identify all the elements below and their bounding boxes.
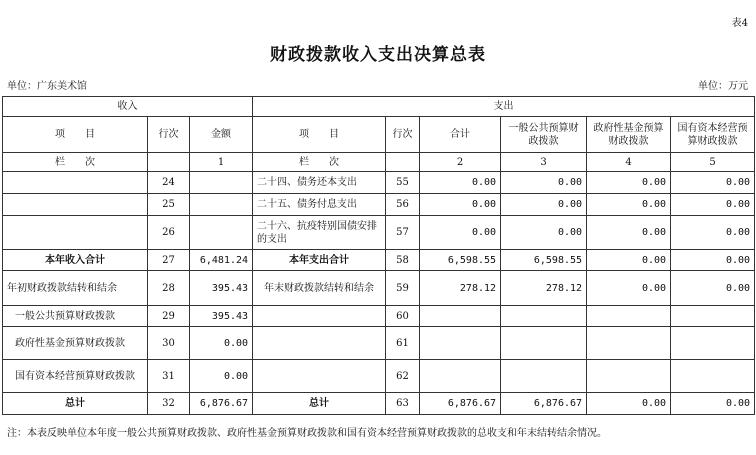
income-row-no: 32 — [148, 393, 190, 415]
income-row-no: 30 — [148, 327, 190, 360]
expense-total — [420, 360, 501, 393]
expense-fund: 0.00 — [587, 194, 671, 216]
expense-fund: 0.00 — [587, 216, 671, 250]
expense-general — [501, 306, 587, 327]
column-index-blank-right — [386, 153, 420, 172]
expense-general: 0.00 — [501, 172, 587, 194]
reporting-unit: 单位：广东美术馆 — [7, 81, 87, 92]
income-item — [3, 194, 148, 216]
table-row — [3, 172, 755, 194]
expense-row-no: 63 — [386, 393, 420, 415]
expense-fund: 0.00 — [587, 271, 671, 306]
income-row-no-header: 行次 — [148, 117, 190, 153]
income-amount — [190, 194, 253, 216]
expense-fund: 0.00 — [587, 393, 671, 415]
total-header: 合计 — [420, 117, 501, 153]
income-row-no: 28 — [148, 271, 190, 306]
general-budget-header: 一般公共预算财政拨款 — [501, 117, 587, 153]
column-index-4: 4 — [587, 153, 671, 172]
expense-total — [420, 306, 501, 327]
income-amount: 6,876.67 — [190, 393, 253, 415]
gov-fund-header: 政府性基金预算财政拨款 — [587, 117, 671, 153]
expense-item — [253, 360, 386, 393]
column-header-row — [3, 117, 755, 153]
table-number: 表4 — [731, 18, 748, 29]
column-index-3: 3 — [501, 153, 587, 172]
column-index-5: 5 — [671, 153, 755, 172]
expense-row-no: 62 — [386, 360, 420, 393]
expense-row-no: 60 — [386, 306, 420, 327]
page-title: 财政拨款收入支出决算总表 — [270, 45, 486, 65]
expense-general — [501, 360, 587, 393]
income-item: 政府性基金预算财政拨款 — [3, 327, 148, 360]
income-item: 总计 — [3, 393, 148, 415]
table-row — [3, 194, 755, 216]
expense-group-header: 支出 — [253, 97, 755, 117]
income-item: 一般公共预算财政拨款 — [3, 306, 148, 327]
table-row — [3, 327, 755, 360]
expense-item: 二十六、抗疫特别国债安排的支出 — [253, 216, 386, 250]
expense-capital — [671, 327, 755, 360]
expense-row-no: 58 — [386, 250, 420, 271]
column-index-row — [3, 153, 755, 172]
state-capital-header: 国有资本经营预算财政拨款 — [671, 117, 755, 153]
column-index-label-left: 栏 次 — [3, 153, 148, 172]
expense-total: 0.00 — [420, 216, 501, 250]
expense-total — [420, 327, 501, 360]
income-amount — [190, 216, 253, 250]
expense-fund — [587, 327, 671, 360]
column-index-label-right: 栏 次 — [253, 153, 386, 172]
expense-total: 0.00 — [420, 194, 501, 216]
income-row-no: 25 — [148, 194, 190, 216]
expense-capital: 0.00 — [671, 194, 755, 216]
expense-total: 6,598.55 — [420, 250, 501, 271]
income-row-no: 27 — [148, 250, 190, 271]
table-row — [3, 250, 755, 271]
currency-unit: 单位：万元 — [698, 81, 748, 92]
expense-capital: 0.00 — [671, 271, 755, 306]
income-row-no: 31 — [148, 360, 190, 393]
table-row — [3, 393, 755, 415]
expense-capital — [671, 360, 755, 393]
income-row-no: 24 — [148, 172, 190, 194]
expense-item — [253, 327, 386, 360]
expense-item: 总计 — [253, 393, 386, 415]
expense-item: 二十五、债务付息支出 — [253, 194, 386, 216]
income-amount: 395.43 — [190, 306, 253, 327]
expense-row-no: 57 — [386, 216, 420, 250]
expense-capital: 0.00 — [671, 216, 755, 250]
income-item — [3, 216, 148, 250]
expense-total: 6,876.67 — [420, 393, 501, 415]
income-amount-header: 金额 — [190, 117, 253, 153]
group-header-row — [3, 97, 755, 117]
table-row — [3, 306, 755, 327]
expense-general: 6,876.67 — [501, 393, 587, 415]
income-amount: 395.43 — [190, 271, 253, 306]
income-amount: 0.00 — [190, 327, 253, 360]
footnote: 注：本表反映单位本年度一般公共预算财政拨款、政府性基金预算财政拨款和国有资本经营预算财政拨款的总收支和年末结转结余情况。 — [7, 428, 607, 439]
column-index-2: 2 — [420, 153, 501, 172]
income-amount — [190, 172, 253, 194]
expense-item-header: 项 目 — [253, 117, 386, 153]
income-item: 年初财政拨款结转和结余 — [3, 271, 148, 306]
column-index-blank — [148, 153, 190, 172]
expense-general: 0.00 — [501, 194, 587, 216]
table-row — [3, 360, 755, 393]
expense-total: 278.12 — [420, 271, 501, 306]
expense-capital: 0.00 — [671, 250, 755, 271]
income-amount: 0.00 — [190, 360, 253, 393]
expense-row-no: 59 — [386, 271, 420, 306]
expense-capital: 0.00 — [671, 393, 755, 415]
income-item-header: 项 目 — [3, 117, 148, 153]
income-item: 国有资本经营预算财政拨款 — [3, 360, 148, 393]
expense-general: 6,598.55 — [501, 250, 587, 271]
table-row — [3, 271, 755, 306]
expense-total: 0.00 — [420, 172, 501, 194]
income-row-no: 26 — [148, 216, 190, 250]
expense-item: 二十四、债务还本支出 — [253, 172, 386, 194]
income-item — [3, 172, 148, 194]
column-index-1: 1 — [190, 153, 253, 172]
expense-general — [501, 327, 587, 360]
expense-item: 年末财政拨款结转和结余 — [253, 271, 386, 306]
expense-row-no: 55 — [386, 172, 420, 194]
expense-capital — [671, 306, 755, 327]
expense-row-no: 56 — [386, 194, 420, 216]
expense-general: 0.00 — [501, 216, 587, 250]
income-item: 本年收入合计 — [3, 250, 148, 271]
expense-row-no-header: 行次 — [386, 117, 420, 153]
expense-capital: 0.00 — [671, 172, 755, 194]
expense-fund — [587, 360, 671, 393]
expense-fund: 0.00 — [587, 172, 671, 194]
expense-item — [253, 306, 386, 327]
expense-row-no: 61 — [386, 327, 420, 360]
expense-general: 278.12 — [501, 271, 587, 306]
budget-summary-table — [2, 96, 755, 415]
income-row-no: 29 — [148, 306, 190, 327]
income-amount: 6,481.24 — [190, 250, 253, 271]
expense-item: 本年支出合计 — [253, 250, 386, 271]
expense-fund — [587, 306, 671, 327]
income-group-header: 收入 — [3, 97, 253, 117]
expense-fund: 0.00 — [587, 250, 671, 271]
table-row — [3, 216, 755, 250]
